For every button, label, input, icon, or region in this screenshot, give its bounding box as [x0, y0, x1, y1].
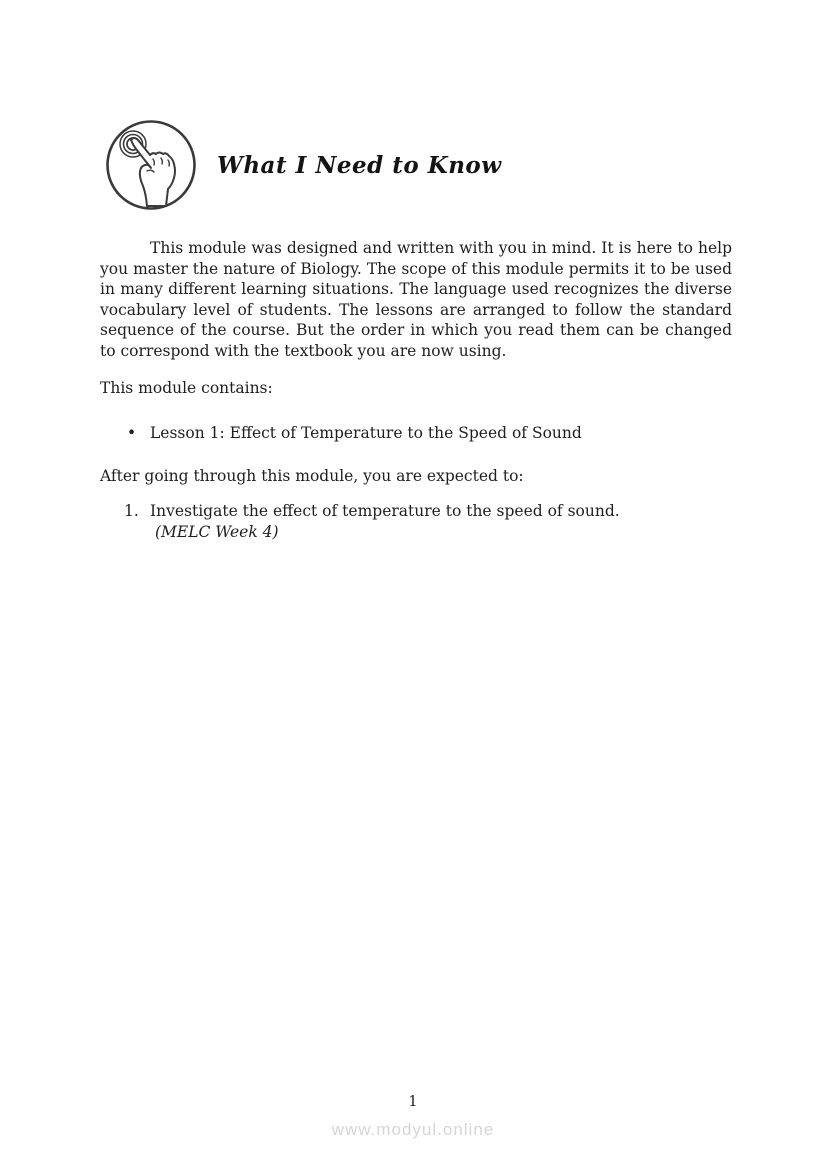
bullet-marker: • — [127, 424, 137, 442]
lesson-label: Lesson 1: Effect of Temperature to the Speed of Sound — [150, 424, 582, 442]
objective-number: 1. — [124, 502, 139, 520]
lesson-list-item — [100, 423, 732, 444]
expectation-heading: After going through this module, you are expected to: — [100, 467, 524, 485]
objective-text-main: Investigate the effect of temperature to the speed of sound. — [150, 502, 620, 520]
objective-list-item — [100, 501, 732, 542]
page-number: 1 — [408, 1094, 418, 1110]
objective-text — [150, 501, 732, 542]
contains-heading: This module contains: — [100, 379, 273, 397]
tap-gesture-icon — [105, 119, 197, 211]
page-title: What I Need to Know — [217, 151, 502, 179]
watermark-text: www.modyul.online — [331, 1120, 495, 1139]
objective-note: (MELC Week 4) — [155, 522, 279, 541]
section-header — [105, 119, 502, 211]
intro-paragraph: This module was designed and written with you in mind. It is here to help you master the nature of Biology. The scope of this module permits it to be used in many different learning situations. The language used recognizes the diverse vocabulary level of students. The lessons are arranged to follow the standard sequence of the course. But the order in which you read them can be changed to correspond with the textbook you are now using. — [100, 239, 732, 360]
